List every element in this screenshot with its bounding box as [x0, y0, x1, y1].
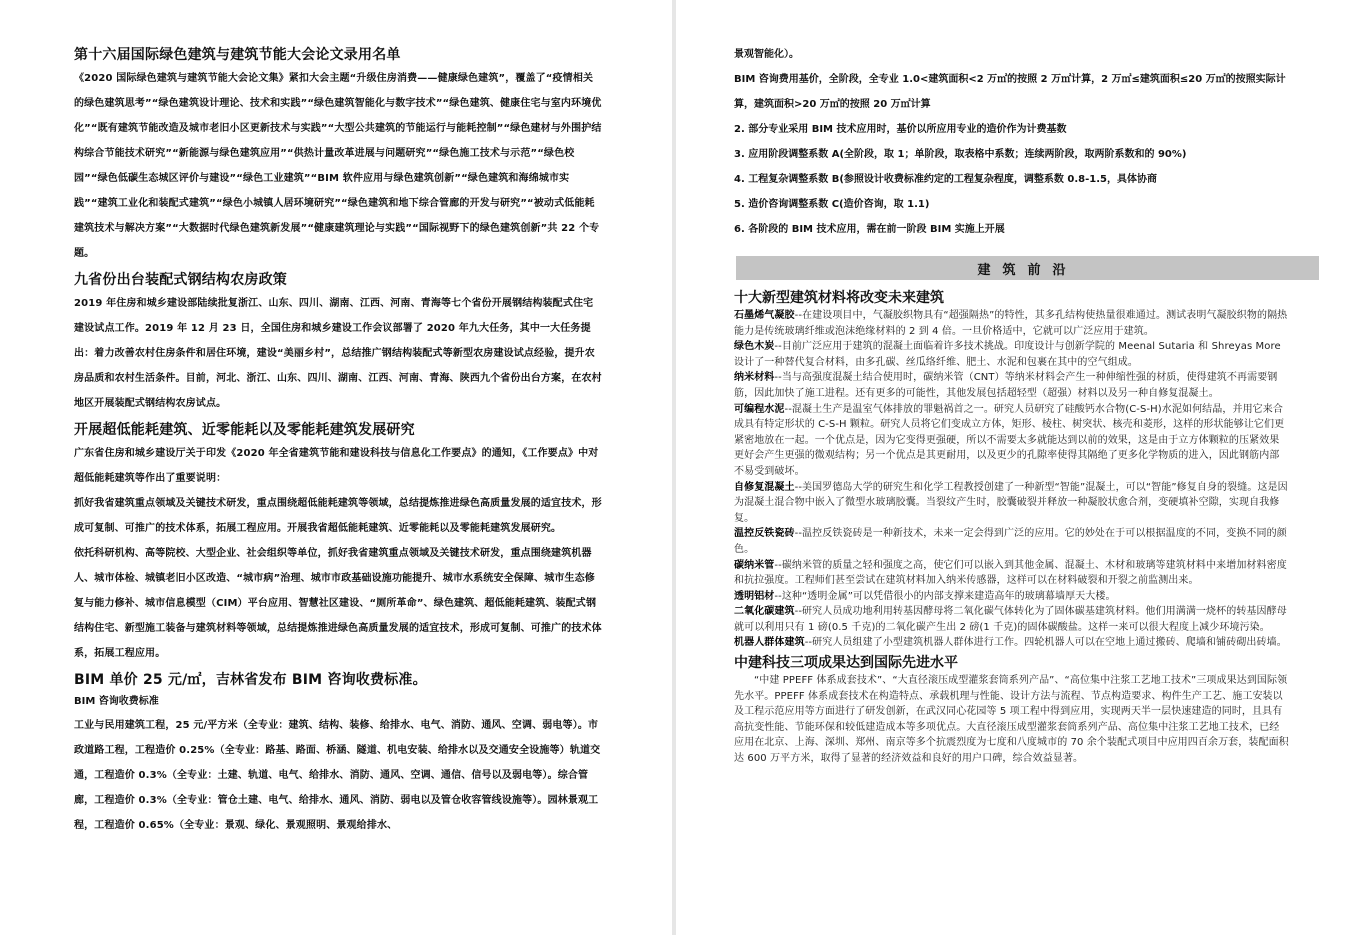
article-title: 中建科技三项成果达到国际先进水平	[734, 655, 958, 672]
material-item	[734, 635, 1289, 651]
article-title: BIM 单价 25 元/㎡，吉林省发布 BIM 咨询收费标准。	[74, 672, 427, 688]
material-term: 纳米材料	[734, 372, 775, 384]
fee-item: 2. 部分专业采用 BIM 技术应用时，基价以所应用专业的造价作为计费基数	[734, 124, 1067, 135]
article-body: 抓好我省建筑重点领域及关键技术研发，重点围绕超低能耗建筑等领域，总结提炼推进绿色高质量发展的适宜技术，形成可复制、可推广的技术体系，拓展工程应用。开展我省超低能耗建筑、近零能耗以及零能耗建筑发展研究。	[74, 498, 602, 534]
material-term: 温控反铁瓷砖	[734, 528, 795, 540]
article-body: 2019 年住房和城乡建设部陆续批复浙江、山东、四川、湖南、江西、河南、青海等七个省份开展钢结构装配式住宅建设试点工作。2019 年 12 月 23 日，全国住房和城乡建设工作会议部署了 2020 年九大任务，其中一大任务提出：着力改善农村住房条件和居住环境，建设“美丽乡村”，总结推广钢结构装配式等新型农房建设试点经验，提升农房品质和农村生活条件。目前，河北、浙江、山东、四川、湖南、江西、河南、青海、陕西九个省份出台方案，在农村地区开展装配式钢结构农房试点。	[74, 298, 602, 409]
article-body: 工业与民用建筑工程，25 元/平方米（全专业：建筑、结构、装修、给排水、电气、消防、通风、空调、弱电等）。市政道路工程，工程造价 0.25%（全专业：路基、路面、桥涵、隧道、机电安装、给排水以及交通安全设施等）轨道交通，工程造价 0.3%（全专业：土建、轨道、电气、给排水、消防、通风、空调、通信、信号以及弱电等）。综合管廊，工程造价 0.3%（全专业：管仓土建、电气、给排水、通风、消防、弱电以及管仓收容管线设施等）。园林景观工程，工程造价 0.65%（全专业：景观、绿化、景观照明、景观给排水、	[74, 720, 601, 831]
material-term: 二氧化碳建筑	[734, 606, 795, 618]
material-item	[734, 308, 1289, 339]
article-body: 广东省住房和城乡建设厅关于印发《2020 年全省建筑节能和建设科技与信息化工作要点》的通知，《工作要点》中对超低能耗建筑等作出了重要说明：	[74, 448, 599, 484]
material-term: 碳纳米管	[734, 559, 775, 571]
article-title: 开展超低能耗建筑、近零能耗以及零能耗建筑发展研究	[74, 422, 415, 438]
article-body: 依托科研机构、高等院校、大型企业、社会组织等单位，抓好我省建筑重点领域及关键技术研发，重点围绕建筑机器人、城市体检、城镇老旧小区改造、“城市病”治理、城市市政基础设施功能提升、城市水系统安全保障、城市生态修复与能力修补、城市信息模型（CIM）平台应用、智慧社区建设、“厕所革命”、绿色建筑、超低能耗建筑、装配式钢结构住宅、新型施工装备与建筑材料等领域，总结提炼推进绿色高质量发展的适宜技术，形成可复制、可推广的技术体系，拓展工程应用。	[74, 548, 602, 659]
continued-text: 景观智能化）。	[734, 49, 799, 60]
material-text: --碳纳米管的质量之轻和强度之高，使它们可以嵌入到其他金属、混凝土、木材和玻璃等建筑材料中来增加材料密度和抗拉强度。工程师们甚至尝试在建筑材料加入纳米传感器，这样可以在材料破裂和开裂之前监测出来。	[734, 559, 1287, 587]
material-term: 机器人群体建筑	[734, 637, 805, 649]
fee-item: 4. 工程复杂调整系数 B(参照设计收费标准约定的工程复杂程度，调整系数 0.8-1.5，具体协商	[734, 174, 1157, 185]
material-item	[734, 339, 1289, 370]
material-term: 透明铝材	[734, 590, 775, 602]
bim-fee-text: BIM 咨询费用基价，全阶段，全专业 1.0<建筑面积<2 万㎡的按照 2 万㎡计算，2 万㎡≤建筑面积≤20 万㎡的按照实际计算，建筑面积>20 万㎡的按照 20 万㎡计算	[734, 74, 1286, 110]
material-item	[734, 604, 1289, 635]
material-text: --温控反铁瓷砖是一种新技术，未来一定会得到广泛的应用。它的妙处在于可以根据温度的不同，变换不同的颜色。	[734, 528, 1287, 555]
material-text: --研究人员组建了小型建筑机器人群体进行工作。四轮机器人可以在空地上通过搬砖、爬墙和铺砖砌出砖墙。	[804, 637, 1287, 649]
left-page	[0, 0, 672, 935]
material-text: --这种“透明金属”可以凭借很小的内部支撑来建造高年的玻璃幕墙厚天大楼。	[774, 590, 1116, 602]
article-title: 十大新型建筑材料将改变未来建筑	[734, 290, 944, 306]
material-text: --美国罗德岛大学的研究生和化学工程教授创建了一种新型“智能”混凝土，可以“智能”修复自身的裂缝。这是因为混凝土混合物中嵌入了微型水玻璃胶囊。当裂纹产生时，胶囊破裂并释放一种凝胶状愈合剂，变硬填补空隙，实现自我修复。	[734, 481, 1288, 524]
material-term: 自修复混凝土	[734, 481, 795, 493]
article-body: 《2020 国际绿色建筑与建筑节能大会论文集》紧扣大会主题“升级住房消费——健康绿色建筑”，覆盖了“疫情相关的绿色建筑思考”“绿色建筑设计理论、技术和实践”“绿色建筑智能化与数字技术”“绿色建筑、健康住宅与室内环境优化”“既有建筑节能改造及城市老旧小区更新技术与实践”“大型公共建筑的节能运行与能耗控制”“绿色建材与外围护结构综合节能技术研究”“新能源与绿色建筑应用”“供热计量改革进展与问题研究”“绿色施工技术与示范”“绿色校园”“绿色低碳生态城区评价与建设”“绿色工业建筑”“BIM 软件应用与绿色建筑创新”“绿色建筑和海绵城市实践”“建筑工业化和装配式建筑”“绿色小城镇人居环境研究”“绿色建筑和地下综合管廊的开发与研究”“被动式低能耗建筑技术与解决方案”“大数据时代绿色建筑新发展”“健康建筑理论与实践”“国际视野下的绿色建筑创新”共 22 个专题。	[74, 73, 602, 259]
material-item	[734, 526, 1289, 557]
material-text: --目前广泛应用于建筑的混凝土面临着许多技术挑战。印度设计与创新学院的 Meenal Sutaria 和 Shreyas More 设计了一种替代复合材料，由多孔碳、丝瓜络纤维、肥土、水泥和包裹在其中的空气组成。	[734, 341, 1281, 368]
material-term: 石墨烯气凝胶	[734, 310, 795, 321]
article-title: 第十六届国际绿色建筑与建筑节能大会论文录用名单	[74, 47, 401, 63]
material-text: --当与高强度混凝土结合使用时，碳纳米管（CNT）等纳米材料会产生一种伸缩性强的材质，使得建筑不再需要钢筋，因此加快了施工进程。还有更多的可能性，其他发展包括超轻型（超强）材料以及另一种自修复混凝土。	[734, 372, 1278, 399]
fee-item: 5. 造价咨询调整系数 C(造价咨询，取 1.1)	[734, 199, 930, 210]
material-item	[734, 480, 1289, 527]
material-item	[734, 589, 1289, 605]
fee-item: 6. 各阶段的 BIM 技术应用，需在前一阶段 BIM 实施上开展	[734, 224, 1005, 235]
article-title: 九省份出台装配式钢结构农房政策	[74, 272, 287, 288]
article-subtitle: BIM 咨询收费标准	[74, 696, 159, 707]
material-text: --研究人员成功地利用转基因酵母将二氧化碳气体转化为了固体碳基建筑材料。他们用满满一烧杯的转基因酵母就可以利用只有 1 磅(0.5 千克)的二氧化碳产生出 2 磅(1 千克)的固体碳酸盐。这样一来可以很大程度上减少环境污染。	[734, 606, 1287, 633]
material-term: 绿色木炭	[734, 341, 775, 353]
material-term: 可编程水泥	[734, 403, 785, 415]
right-page	[676, 0, 1345, 935]
material-item	[734, 402, 1289, 480]
material-item	[734, 370, 1289, 401]
section-band: 建筑前沿	[736, 256, 1319, 280]
article-body: “中建 PPEFF 体系成套技术”、“大直径滚压成型灌浆套筒系列产品”、“高位集中注浆工艺地工技术”三项成果达到国际领先水平。PPEFF 体系成套技术在构造特点、承载机理与性能、设计方法与流程、节点构造要求、构件生产工艺、施工安装以及工程示范应用等方面进行了研发创新，在武汉同心花园等 5 项工程中得到应用，实现两天半一层快速建造的同时，且具有高抗变性能、节能环保和较低建造成本等多项优点。大直径滚压成型灌浆套筒系列产品、高位集中注浆工艺地工技术，已经应用在北京、上海、深圳、郑州、南京等多个抗震烈度为七度和八度城市的 70 余个装配式项目中应用四百余万套，装配面积达 600 万平方米，取得了显著的经济效益和良好的用户口碑，综合效益显著。	[734, 675, 1289, 765]
material-text: --在建设项目中，气凝胶织物具有“超强隔热”的特性，其多孔结构使热量很难通过。测试表明气凝胶织物的隔热能力是传统玻璃纤维或泡沫绝缘材料的 2 到 4 倍。一旦价格适中，它就可以广泛应用于建筑。	[734, 310, 1288, 337]
material-item	[734, 558, 1289, 589]
fee-item: 3. 应用阶段调整系数 A(全阶段，取 1；单阶段，取表格中系数；连续两阶段，取两阶系数和的 90%)	[734, 149, 1187, 160]
material-text: --混凝土生产是温室气体排放的罪魁祸首之一。研究人员研究了硅酸钙水合物(C-S-H)水泥如何结晶，并用它来合成具有特定形状的 C-S-H 颗粒。研究人员将它们变成立方体，矩形、棱柱、树突状、核壳和菱形，这样的形状能够让它们更紧密地放在一起。一个优点是，因为它变得更强硬，所以不需要太多就能达到以前的效果，这是由于立方体颗粒的压紧效果更好会产生更强的微观结构；另一个优点是其更耐用，以及更少的孔隙率使得其隔绝了更多化学物质的进入，因此钢筋内部不易受到破坏。	[734, 403, 1285, 477]
